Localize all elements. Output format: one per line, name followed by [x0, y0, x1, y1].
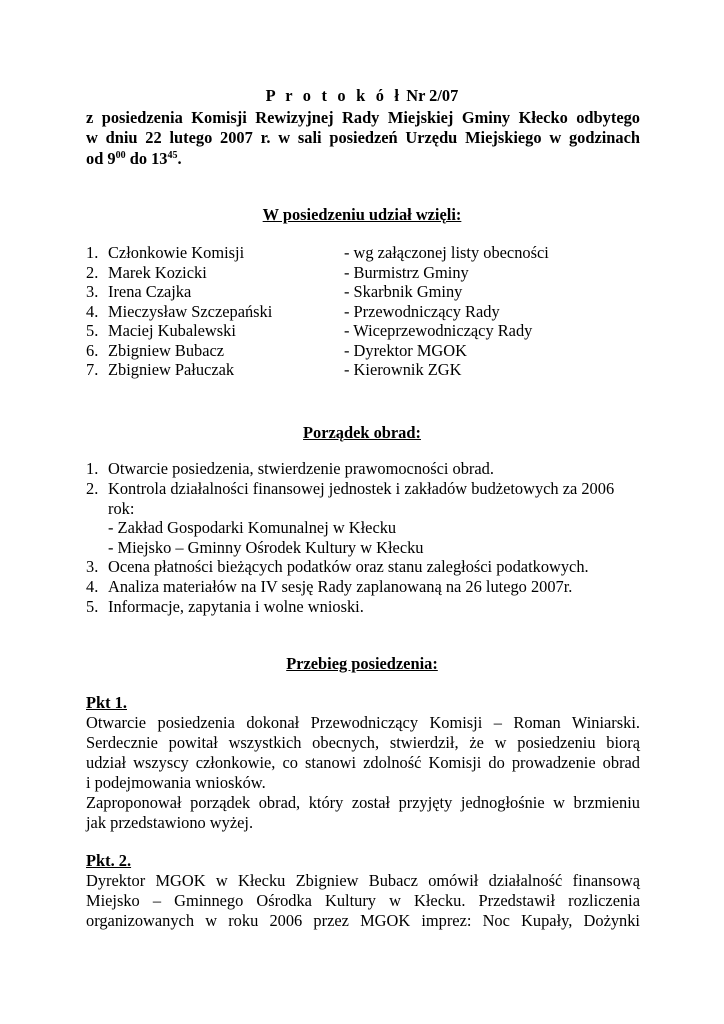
- pkt1-line: Otwarcie posiedzenia dokonał Przewodniczący Komisji – Roman Winiarski.: [86, 713, 640, 732]
- agenda-item-4: Analiza materiałów na IV sesję Rady zaplanowaną na 26 lutego 2007r.: [108, 577, 573, 596]
- attendee-number: 3.: [86, 282, 99, 301]
- attendee-role: - wg załączonej listy obecności: [344, 243, 549, 262]
- agenda-item-5: Informacje, zapytania i wolne wnioski.: [108, 597, 364, 616]
- attendee-name: Członkowie Komisji: [108, 243, 245, 262]
- attendee-name: Maciej Kubalewski: [108, 321, 236, 340]
- agenda-heading: Porządek obrad:: [303, 423, 421, 442]
- time-end-minutes: 45: [167, 150, 178, 161]
- time-suffix: .: [177, 149, 182, 168]
- pkt2-label: Pkt. 2.: [86, 851, 132, 870]
- agenda-item-number: 1.: [86, 459, 99, 478]
- header-line-2: w dniu 22 lutego 2007 r. w sali posiedzeń Urzędu Miejskiego w godzinach: [86, 128, 640, 147]
- attendee-number: 6.: [86, 341, 99, 360]
- attendee-name: Marek Kozicki: [108, 263, 207, 282]
- pkt2-line: Miejsko – Gminnego Ośrodka Kultury w Kłecku. Przedstawił rozliczenia: [86, 891, 640, 910]
- agenda-item-number: 3.: [86, 557, 99, 576]
- title-number: Nr 2/07: [406, 86, 459, 105]
- agenda-item-2-line-1: Kontrola działalności finansowej jednostek i zakładów budżetowych za 2006: [108, 479, 615, 498]
- header-line-1: z posiedzenia Komisji Rewizyjnej Rady Miejskiej Gminy Kłecko odbytego: [86, 108, 640, 127]
- pkt1-line: jak przedstawiono wyżej.: [86, 813, 254, 832]
- attendee-role: - Dyrektor MGOK: [344, 341, 467, 360]
- attendee-number: 1.: [86, 243, 99, 262]
- attendee-number: 4.: [86, 302, 99, 321]
- attendee-number: 2.: [86, 263, 99, 282]
- agenda-item-3: Ocena płatności bieżących podatków oraz stanu zaległości podatkowych.: [108, 557, 589, 576]
- time-start-minutes: 00: [115, 150, 126, 161]
- attendee-name: Mieczysław Szczepański: [108, 302, 273, 321]
- agenda-item-number: 5.: [86, 597, 99, 616]
- pkt1-line: udział wszyscy członkowie, co stanowi zdolność Komisji do prowadzenie obrad: [86, 753, 640, 772]
- proceedings-heading: Przebieg posiedzenia:: [286, 654, 438, 673]
- time-prefix: od 9: [86, 149, 116, 168]
- attendee-role: - Skarbnik Gminy: [344, 282, 463, 301]
- attendee-role: - Kierownik ZGK: [344, 360, 462, 379]
- agenda-item-2-sub-1: - Zakład Gospodarki Komunalnej w Kłecku: [108, 518, 397, 537]
- pkt2-line: Dyrektor MGOK w Kłecku Zbigniew Bubacz omówił działalność finansową: [86, 871, 640, 890]
- agenda-item-number: 2.: [86, 479, 99, 498]
- time-mid: do 13: [125, 149, 168, 168]
- pkt1-line: Serdecznie powitał wszystkich obecnych, stwierdził, że w posiedzeniu biorą: [86, 733, 640, 752]
- attendee-number: 5.: [86, 321, 99, 340]
- agenda-item-number: 4.: [86, 577, 99, 596]
- agenda-item-2-sub-2: - Miejsko – Gminny Ośrodek Kultury w Kłecku: [108, 538, 424, 557]
- attendee-name: Zbigniew Bubacz: [108, 341, 225, 360]
- header-line-3: [86, 149, 182, 169]
- agenda-item-2-line-2: rok:: [108, 499, 135, 518]
- attendee-number: 7.: [86, 360, 99, 379]
- attendee-role: - Przewodniczący Rady: [344, 302, 500, 321]
- agenda-item-1: Otwarcie posiedzenia, stwierdzenie prawomocności obrad.: [108, 459, 494, 478]
- attendee-name: Zbigniew Pałuczak: [108, 360, 235, 379]
- attendance-heading: W posiedzeniu udział wzięli:: [262, 205, 462, 224]
- pkt1-line: i podejmowania wniosków.: [86, 773, 266, 792]
- title-spaced: P r o t o k ó ł: [265, 86, 403, 105]
- attendee-name: Irena Czajka: [108, 282, 192, 301]
- document-title: [0, 86, 724, 106]
- pkt1-label: Pkt 1.: [86, 693, 127, 712]
- attendee-role: - Burmistrz Gminy: [344, 263, 469, 282]
- pkt1-line: Zaproponował porządek obrad, który został przyjęty jednogłośnie w brzmieniu: [86, 793, 640, 812]
- pkt2-line: organizowanych w roku 2006 przez MGOK imprez: Noc Kupały, Dożynki: [86, 911, 640, 930]
- attendee-role: - Wiceprzewodniczący Rady: [344, 321, 533, 340]
